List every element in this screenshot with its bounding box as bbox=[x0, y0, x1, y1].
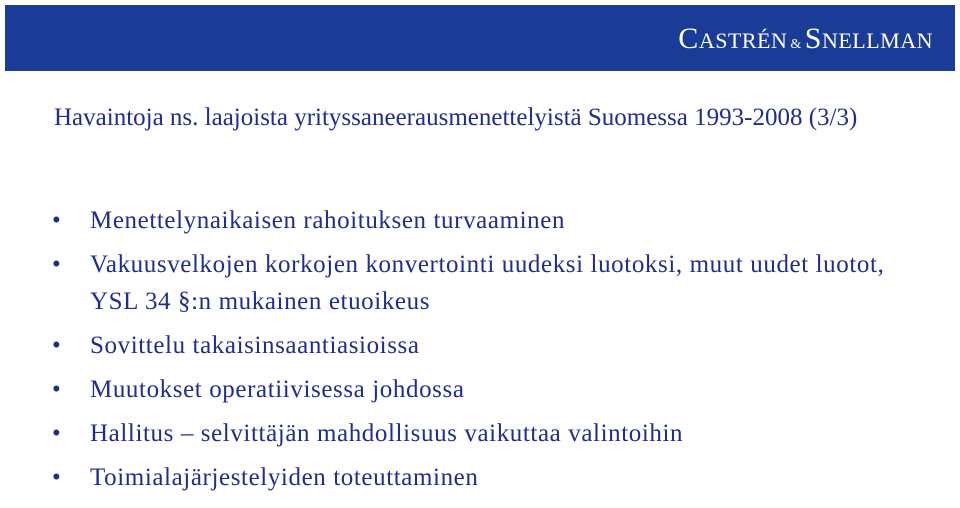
bullet-dot-icon: • bbox=[52, 376, 62, 403]
castren-snellman-logo bbox=[678, 24, 933, 54]
bullet-dot-icon: • bbox=[52, 251, 62, 278]
logo-letter: C bbox=[678, 22, 699, 55]
bullet-dot-icon: • bbox=[52, 464, 62, 491]
bullet-item bbox=[50, 459, 920, 496]
bullet-text: Sovittelu takaisinsaantiasioissa bbox=[90, 332, 420, 359]
bullet-text: Hallitus – selvittäjän mahdollisuus vaikuttaa valintoihin bbox=[90, 420, 684, 447]
bullet-text: Toimialajärjestelyiden toteuttaminen bbox=[90, 464, 479, 491]
bullet-text: Menettelynaikaisen rahoituksen turvaaminen bbox=[90, 207, 566, 234]
logo-letters: ASTRÉN bbox=[698, 28, 788, 53]
bullet-item bbox=[50, 246, 920, 320]
logo-letter: S bbox=[804, 22, 822, 55]
bullet-dot-icon: • bbox=[52, 207, 62, 234]
bullet-item bbox=[50, 371, 920, 408]
bullet-item bbox=[50, 202, 920, 239]
bullet-dot-icon: • bbox=[52, 420, 62, 447]
bullet-text: Muutokset operatiivisessa johdossa bbox=[90, 376, 465, 403]
bullet-text: Vakuusvelkojen korkojen konvertointi uudeksi luotoksi, muut uudet luotot, YSL 34 §:n mukainen etuoikeus bbox=[90, 251, 885, 315]
bullet-item bbox=[50, 327, 920, 364]
bullet-item bbox=[50, 415, 920, 452]
slide-title: Havaintoja ns. laajoista yrityssaneerausmenettelyistä Suomessa 1993-2008 (3/3) bbox=[54, 104, 858, 131]
bullet-list bbox=[50, 202, 920, 503]
logo-letters: NELLMAN bbox=[821, 28, 933, 53]
bullet-dot-icon: • bbox=[52, 332, 62, 359]
logo-ampersand: & bbox=[790, 37, 802, 52]
header-band bbox=[5, 5, 955, 71]
